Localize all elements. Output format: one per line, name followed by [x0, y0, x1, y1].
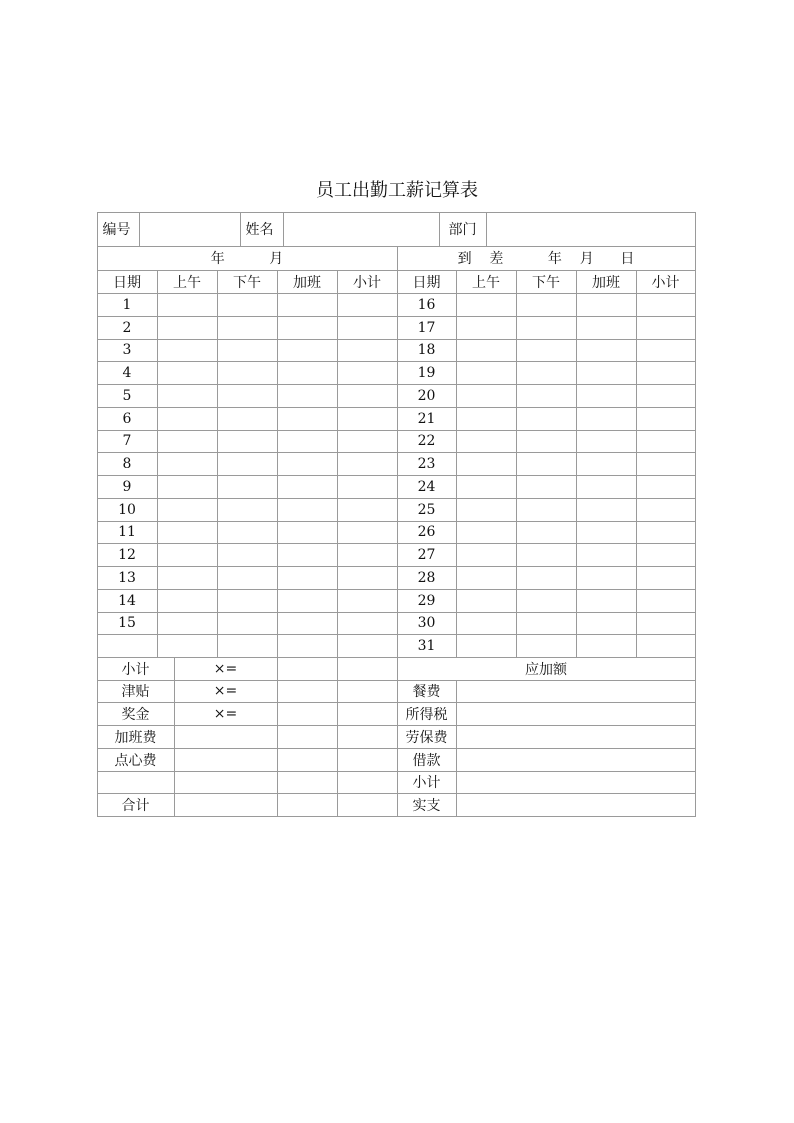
attendance-cell[interactable] — [576, 521, 637, 544]
attendance-cell[interactable] — [337, 293, 398, 317]
day-number: 20 — [397, 384, 457, 408]
attendance-cell[interactable] — [337, 339, 398, 362]
day-number: 29 — [397, 589, 457, 613]
summary-label: 合计 — [97, 793, 175, 817]
attendance-cell[interactable] — [157, 452, 218, 476]
day-number: 30 — [397, 612, 457, 635]
attendance-cell[interactable] — [636, 452, 696, 476]
attendance-cell[interactable] — [636, 543, 696, 567]
attendance-cell[interactable] — [636, 316, 696, 340]
attendance-cell[interactable] — [157, 384, 218, 408]
deduction-value[interactable] — [456, 725, 696, 749]
attendance-cell[interactable] — [277, 339, 338, 362]
summary-value[interactable] — [277, 771, 338, 794]
attendance-cell[interactable] — [337, 361, 398, 385]
attendance-cell[interactable] — [456, 361, 517, 385]
dept-label: 部门 — [439, 212, 487, 247]
day-number: 9 — [97, 475, 158, 499]
attendance-cell[interactable] — [636, 589, 696, 613]
column-header-overtime: 加班 — [576, 270, 637, 294]
attendance-cell[interactable] — [516, 589, 577, 613]
attendance-cell[interactable] — [456, 475, 517, 499]
summary-value[interactable] — [337, 748, 398, 772]
attendance-cell[interactable] — [576, 293, 637, 317]
attendance-cell[interactable] — [636, 384, 696, 408]
day-number: 13 — [97, 566, 158, 590]
deduction-label: 实支 — [397, 793, 457, 817]
day-number: 23 — [397, 452, 457, 476]
summary-value[interactable] — [337, 771, 398, 794]
summary-formula: ×= — [174, 702, 278, 726]
attendance-cell[interactable] — [337, 543, 398, 567]
day-number: 27 — [397, 543, 457, 567]
summary-label: 加班费 — [97, 725, 175, 749]
attendance-cell[interactable] — [576, 589, 637, 613]
attendance-cell[interactable] — [636, 634, 696, 658]
summary-value[interactable] — [337, 680, 398, 703]
period-year-month: 年 月 — [97, 246, 398, 271]
column-header-pm: 下午 — [217, 270, 278, 294]
attendance-cell[interactable] — [576, 498, 637, 522]
column-header-date: 日期 — [97, 270, 158, 294]
period-arrival-date: 到 差 年 月 日 — [397, 246, 696, 271]
attendance-cell[interactable] — [337, 384, 398, 408]
attendance-cell[interactable] — [456, 589, 517, 613]
attendance-cell[interactable] — [277, 566, 338, 590]
day-number: 24 — [397, 475, 457, 499]
name-label: 姓名 — [240, 212, 284, 247]
summary-label: 点心费 — [97, 748, 175, 772]
summary-label: 小计 — [97, 657, 175, 681]
attendance-cell[interactable] — [636, 612, 696, 635]
attendance-cell[interactable] — [277, 430, 338, 453]
day-number: 10 — [97, 498, 158, 522]
attendance-cell[interactable] — [217, 384, 278, 408]
attendance-cell[interactable] — [337, 589, 398, 613]
attendance-cell[interactable] — [277, 316, 338, 340]
attendance-cell[interactable] — [217, 452, 278, 476]
deduction-value[interactable] — [456, 702, 696, 726]
attendance-cell[interactable] — [277, 634, 338, 658]
summary-formula — [174, 748, 278, 772]
name-field[interactable] — [283, 212, 440, 247]
attendance-cell[interactable] — [217, 361, 278, 385]
summary-formula: ×= — [174, 680, 278, 703]
attendance-cell[interactable] — [576, 475, 637, 499]
attendance-cell[interactable] — [456, 612, 517, 635]
attendance-cell[interactable] — [516, 430, 577, 453]
summary-formula — [174, 725, 278, 749]
day-number: 12 — [97, 543, 158, 567]
attendance-cell[interactable] — [157, 589, 218, 613]
attendance-cell[interactable] — [516, 498, 577, 522]
attendance-cell[interactable] — [217, 498, 278, 522]
attendance-cell[interactable] — [157, 521, 218, 544]
attendance-cell[interactable] — [576, 566, 637, 590]
attendance-cell[interactable] — [277, 384, 338, 408]
attendance-cell[interactable] — [157, 361, 218, 385]
attendance-cell[interactable] — [217, 589, 278, 613]
attendance-cell[interactable] — [157, 339, 218, 362]
deduction-label: 借款 — [397, 748, 457, 772]
attendance-cell[interactable] — [337, 452, 398, 476]
summary-formula: ×= — [174, 657, 278, 681]
deduction-value[interactable] — [456, 771, 696, 794]
attendance-cell[interactable] — [636, 293, 696, 317]
day-number: 3 — [97, 339, 158, 362]
summary-label — [97, 771, 175, 794]
day-number: 1 — [97, 293, 158, 317]
deduction-header: 应加额 — [397, 657, 696, 681]
day-number: 2 — [97, 316, 158, 340]
attendance-cell[interactable] — [516, 521, 577, 544]
day-number: 7 — [97, 430, 158, 453]
column-header-subtotal: 小计 — [636, 270, 696, 294]
day-number: 4 — [97, 361, 158, 385]
attendance-cell[interactable] — [576, 361, 637, 385]
day-number: 8 — [97, 452, 158, 476]
day-number: 15 — [97, 612, 158, 635]
attendance-cell[interactable] — [277, 407, 338, 431]
summary-value[interactable] — [277, 657, 338, 681]
attendance-cell[interactable] — [636, 430, 696, 453]
attendance-cell[interactable] — [636, 566, 696, 590]
deduction-label: 劳保费 — [397, 725, 457, 749]
deduction-value[interactable] — [456, 748, 696, 772]
attendance-cell[interactable] — [456, 521, 517, 544]
attendance-cell[interactable] — [636, 521, 696, 544]
attendance-cell[interactable] — [516, 475, 577, 499]
column-header-am: 上午 — [456, 270, 517, 294]
attendance-cell[interactable] — [217, 566, 278, 590]
column-header-overtime: 加班 — [277, 270, 338, 294]
attendance-cell[interactable] — [337, 407, 398, 431]
attendance-cell[interactable] — [157, 612, 218, 635]
dept-field[interactable] — [486, 212, 696, 247]
attendance-cell[interactable] — [337, 521, 398, 544]
day-number: 28 — [397, 566, 457, 590]
summary-value[interactable] — [337, 702, 398, 726]
day-number: 19 — [397, 361, 457, 385]
attendance-cell[interactable] — [157, 634, 218, 658]
attendance-cell[interactable] — [157, 498, 218, 522]
attendance-cell[interactable] — [516, 452, 577, 476]
attendance-cell[interactable] — [277, 521, 338, 544]
attendance-cell[interactable] — [456, 339, 517, 362]
column-header-am: 上午 — [157, 270, 218, 294]
attendance-cell[interactable] — [516, 384, 577, 408]
attendance-cell[interactable] — [516, 316, 577, 340]
day-number: 21 — [397, 407, 457, 431]
attendance-cell[interactable] — [516, 361, 577, 385]
attendance-cell[interactable] — [217, 521, 278, 544]
day-number: 22 — [397, 430, 457, 453]
attendance-cell[interactable] — [456, 452, 517, 476]
attendance-cell[interactable] — [157, 293, 218, 317]
attendance-cell[interactable] — [576, 634, 637, 658]
attendance-cell[interactable] — [217, 612, 278, 635]
attendance-cell[interactable] — [456, 634, 517, 658]
attendance-cell[interactable] — [456, 384, 517, 408]
attendance-cell[interactable] — [456, 543, 517, 567]
attendance-cell[interactable] — [277, 498, 338, 522]
deduction-label: 餐费 — [397, 680, 457, 703]
summary-formula — [174, 793, 278, 817]
summary-formula — [174, 771, 278, 794]
attendance-cell[interactable] — [217, 430, 278, 453]
attendance-cell[interactable] — [576, 407, 637, 431]
day-number: 18 — [397, 339, 457, 362]
attendance-cell[interactable] — [576, 452, 637, 476]
deduction-value[interactable] — [456, 793, 696, 817]
attendance-cell[interactable] — [456, 407, 517, 431]
day-number: 17 — [397, 316, 457, 340]
attendance-cell[interactable] — [576, 430, 637, 453]
attendance-cell[interactable] — [456, 498, 517, 522]
deduction-value[interactable] — [456, 680, 696, 703]
summary-label: 津贴 — [97, 680, 175, 703]
attendance-cell[interactable] — [576, 316, 637, 340]
attendance-cell[interactable] — [337, 430, 398, 453]
attendance-cell[interactable] — [516, 566, 577, 590]
attendance-cell[interactable] — [636, 407, 696, 431]
attendance-cell[interactable] — [217, 316, 278, 340]
day-number: 5 — [97, 384, 158, 408]
day-number: 11 — [97, 521, 158, 544]
day-number — [97, 634, 158, 658]
deduction-label: 小计 — [397, 771, 457, 794]
attendance-cell[interactable] — [217, 634, 278, 658]
day-number: 6 — [97, 407, 158, 431]
day-number: 25 — [397, 498, 457, 522]
attendance-cell[interactable] — [456, 316, 517, 340]
attendance-cell[interactable] — [157, 316, 218, 340]
attendance-cell[interactable] — [576, 339, 637, 362]
day-number: 16 — [397, 293, 457, 317]
summary-value[interactable] — [277, 725, 338, 749]
summary-value[interactable] — [277, 793, 338, 817]
attendance-cell[interactable] — [277, 589, 338, 613]
summary-value[interactable] — [277, 748, 338, 772]
attendance-cell[interactable] — [277, 475, 338, 499]
attendance-cell[interactable] — [157, 475, 218, 499]
attendance-cell[interactable] — [277, 361, 338, 385]
attendance-cell[interactable] — [576, 543, 637, 567]
summary-value[interactable] — [337, 793, 398, 817]
column-header-subtotal: 小计 — [337, 270, 398, 294]
attendance-cell[interactable] — [516, 339, 577, 362]
summary-label: 奖金 — [97, 702, 175, 726]
attendance-cell[interactable] — [217, 475, 278, 499]
attendance-cell[interactable] — [277, 543, 338, 567]
attendance-cell[interactable] — [456, 293, 517, 317]
attendance-cell[interactable] — [516, 293, 577, 317]
document-title: 员工出勤工薪记算表 — [316, 180, 478, 201]
summary-value[interactable] — [337, 725, 398, 749]
attendance-cell[interactable] — [516, 612, 577, 635]
attendance-cell[interactable] — [217, 293, 278, 317]
attendance-cell[interactable] — [576, 384, 637, 408]
attendance-cell[interactable] — [277, 293, 338, 317]
attendance-cell[interactable] — [337, 612, 398, 635]
attendance-cell[interactable] — [636, 361, 696, 385]
attendance-cell[interactable] — [516, 407, 577, 431]
attendance-cell[interactable] — [157, 430, 218, 453]
attendance-cell[interactable] — [277, 452, 338, 476]
attendance-cell[interactable] — [337, 498, 398, 522]
column-header-pm: 下午 — [516, 270, 577, 294]
id-label: 编号 — [97, 212, 140, 247]
attendance-cell[interactable] — [337, 475, 398, 499]
attendance-cell[interactable] — [636, 475, 696, 499]
attendance-cell[interactable] — [337, 316, 398, 340]
attendance-cell[interactable] — [337, 634, 398, 658]
attendance-cell[interactable] — [456, 566, 517, 590]
attendance-cell[interactable] — [157, 543, 218, 567]
id-field[interactable] — [139, 212, 241, 247]
attendance-cell[interactable] — [636, 339, 696, 362]
column-header-date: 日期 — [397, 270, 457, 294]
summary-value[interactable] — [337, 657, 398, 681]
attendance-cell[interactable] — [576, 612, 637, 635]
summary-value[interactable] — [277, 680, 338, 703]
attendance-cell[interactable] — [456, 430, 517, 453]
attendance-cell[interactable] — [337, 566, 398, 590]
attendance-cell[interactable] — [636, 498, 696, 522]
attendance-cell[interactable] — [217, 543, 278, 567]
attendance-cell[interactable] — [217, 339, 278, 362]
day-number: 26 — [397, 521, 457, 544]
attendance-cell[interactable] — [516, 543, 577, 567]
deduction-label: 所得税 — [397, 702, 457, 726]
attendance-cell[interactable] — [217, 407, 278, 431]
day-number: 14 — [97, 589, 158, 613]
attendance-cell[interactable] — [516, 634, 577, 658]
attendance-cell[interactable] — [157, 407, 218, 431]
attendance-cell[interactable] — [277, 612, 338, 635]
day-number: 31 — [397, 634, 457, 658]
summary-value[interactable] — [277, 702, 338, 726]
attendance-cell[interactable] — [157, 566, 218, 590]
